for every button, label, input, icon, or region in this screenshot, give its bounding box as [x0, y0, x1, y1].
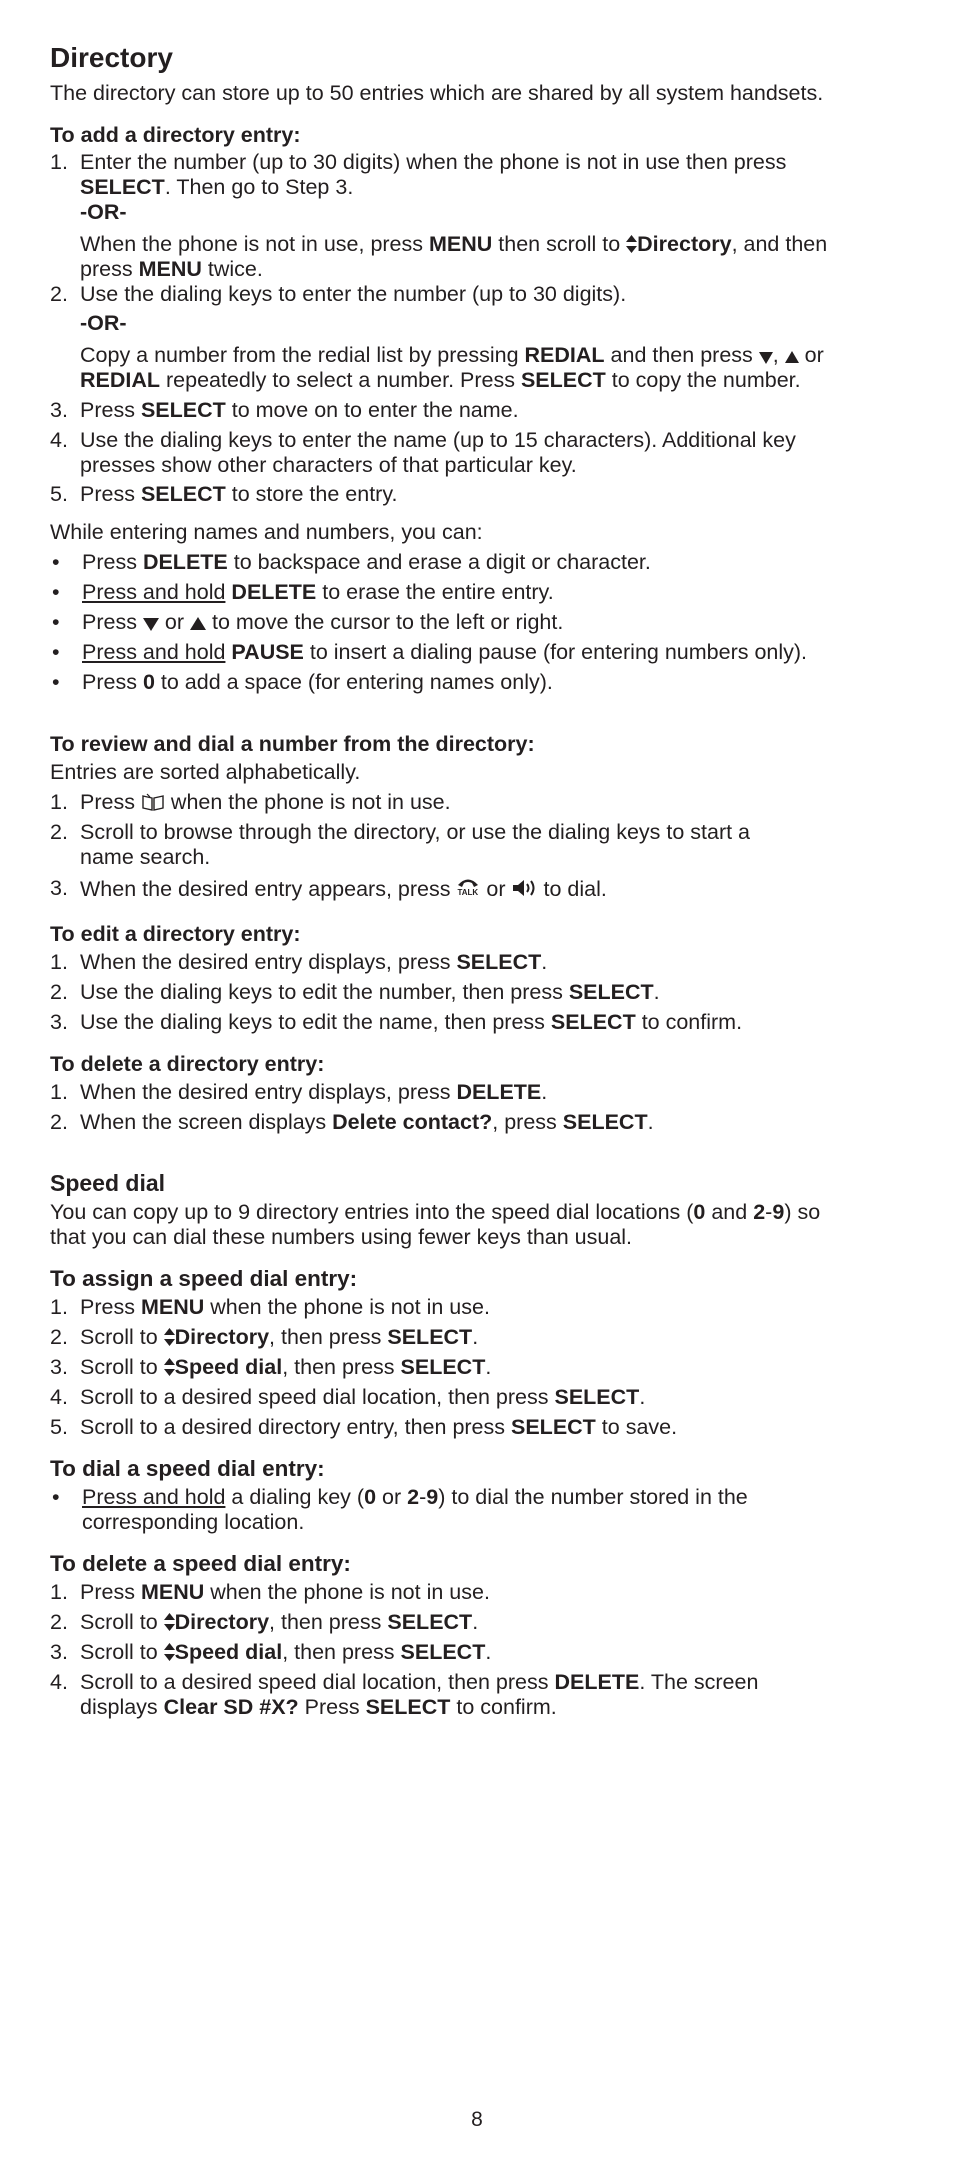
- page-number: 8: [471, 2108, 483, 2131]
- scroll-updown-icon: [164, 1613, 175, 1631]
- heading-assign: To assign a speed dial entry:: [50, 1266, 358, 1291]
- heading-review: To review and dial a number from the directory:: [50, 732, 535, 756]
- speed-intro: You can copy up to 9 directory entries into the speed dial locations (0 and 2-9) so: [50, 1200, 821, 1224]
- while-intro: While entering names and numbers, you can:: [50, 520, 483, 544]
- heading-delete: To delete a directory entry:: [50, 1052, 325, 1076]
- speaker-icon: [512, 878, 538, 898]
- up-arrow-icon: [190, 617, 206, 631]
- scroll-updown-icon: [164, 1358, 175, 1376]
- speed-intro-cont: that you can dial these numbers using fewer keys than usual.: [50, 1225, 633, 1249]
- heading-dial-speed: To dial a speed dial entry:: [50, 1456, 325, 1481]
- directory-intro: The directory can store up to 50 entries which are shared by all system handsets.: [50, 81, 824, 105]
- heading-delete-speed: To delete a speed dial entry:: [50, 1551, 351, 1576]
- down-arrow-icon: [143, 617, 159, 631]
- down-arrow-icon: [759, 351, 773, 364]
- heading-add-entry: To add a directory entry:: [50, 123, 301, 147]
- review-sorted: Entries are sorted alphabetically.: [50, 760, 361, 784]
- talk-phone-icon: TALK: [456, 876, 480, 900]
- directory-book-icon: [141, 793, 165, 811]
- section-title-directory: Directory: [50, 42, 173, 73]
- scroll-updown-icon: [164, 1328, 175, 1346]
- heading-edit: To edit a directory entry:: [50, 922, 301, 946]
- up-arrow-icon: [785, 351, 799, 364]
- section-title-speed-dial: Speed dial: [50, 1170, 166, 1196]
- scroll-updown-icon: [626, 235, 637, 253]
- scroll-updown-icon: [164, 1643, 175, 1661]
